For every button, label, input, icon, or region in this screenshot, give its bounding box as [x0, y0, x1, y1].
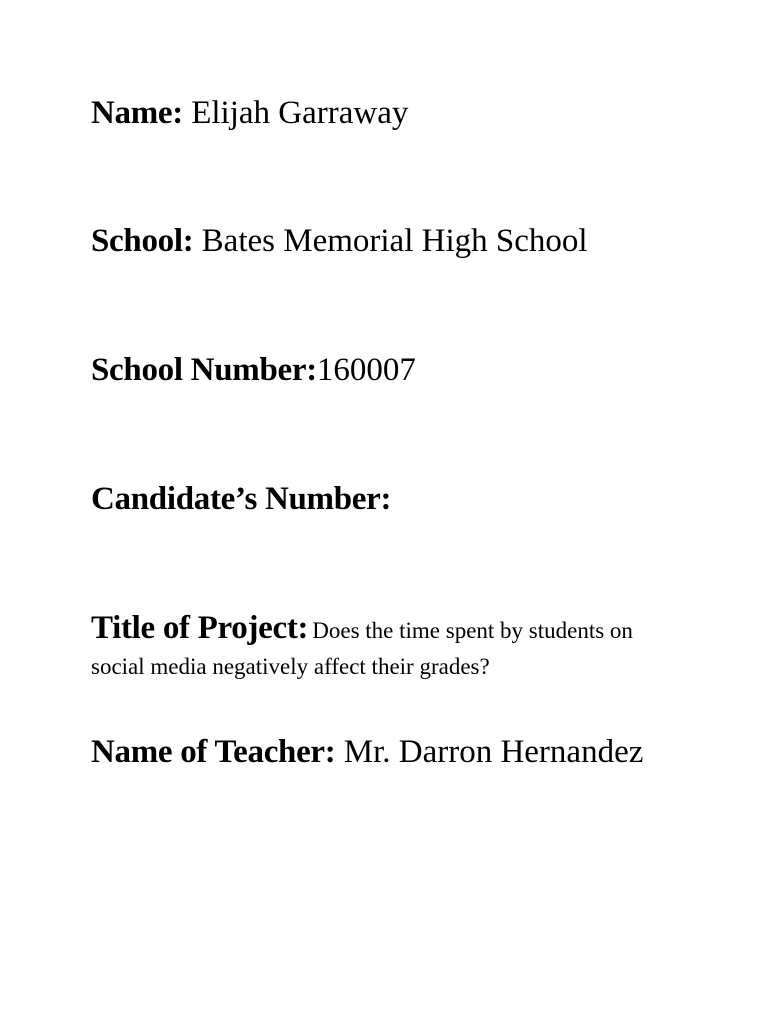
title-of-project-value-line2: social media negatively affect their grades?: [91, 654, 490, 679]
teacher-field: [91, 736, 643, 769]
title-of-project-field: [91, 612, 731, 680]
school-number-value: 160007: [316, 352, 416, 388]
teacher-label: Name of Teacher:: [91, 734, 336, 770]
school-number-label: School Number:: [91, 352, 317, 388]
school-number-field: [91, 354, 416, 387]
title-of-project-label: Title of Project:: [91, 610, 309, 646]
title-of-project-value-line1: Does the time spent by students on: [312, 618, 633, 643]
candidate-number-label: Candidate’s Number:: [91, 481, 392, 517]
name-value: Elijah Garraway: [191, 95, 409, 131]
teacher-value: Mr. Darron Hernandez: [343, 734, 644, 770]
name-field: [91, 97, 408, 130]
name-label: Name:: [91, 95, 183, 131]
candidate-number-field: [91, 483, 391, 516]
school-label: School:: [91, 223, 194, 259]
school-field: [91, 225, 588, 258]
school-value: Bates Memorial High School: [201, 223, 588, 259]
